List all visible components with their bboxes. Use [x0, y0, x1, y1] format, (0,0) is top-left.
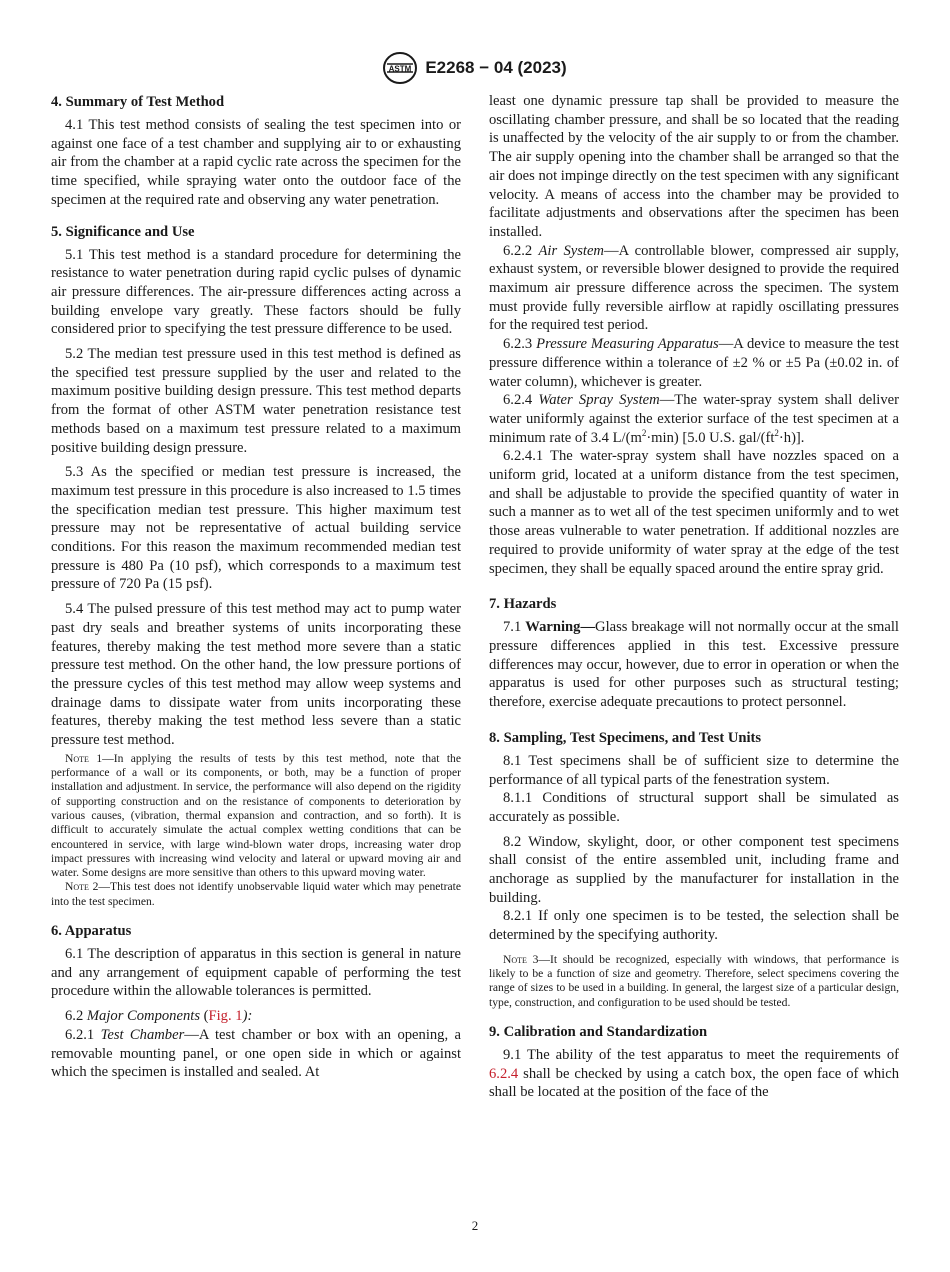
note-3-text: 3—It should be recognized, especially with windows, that performance is likely to be a function of size and geometry. Therefore, select specimens covering the range of sizes to be used in a building. In general, the largest size of a particular design, type, construction, and configuration to be used should be tested. [489, 952, 899, 1009]
fig-1-link[interactable]: Fig. 1 [208, 1008, 243, 1025]
para-6-2-1: 6.2.1 Test Chamber—A test chamber or box with an opening, a removable mounting panel, or one open side in which or against which the specimen is installed and sealed. At [51, 1026, 461, 1081]
para-5-4: 5.4 The pulsed pressure of this test method may act to pump water past dry seals and breather systems of units incorporating these features, thereby making the test method more severe than a static pressure test method. On the other hand, the low pressure portions of the pressure cycles of this test method may allow weep systems and drainage dams to dissipate water from units incorporating these features, thereby making the test method less severe than a static pressure test method. [51, 601, 461, 749]
para-8-2: 8.2 Window, skylight, door, or other component test specimens shall consist of the entire assembled unit, including frame and anchorage as supplied by the manufacturer for installation in the building. [489, 833, 899, 906]
section-9-heading: 9. Calibration and Standardization [489, 1024, 708, 1041]
para-6-2: 6.2 Major Components (Fig. 1): [65, 1008, 253, 1025]
para-6-2-3: 6.2.3 Pressure Measuring Apparatus—A device to measure the test pressure difference within a tolerance of ±2 % or ±5 Pa (±0.02 in. of water column), whichever is greater. [489, 336, 899, 390]
section-7-heading: 7. Hazards [489, 596, 557, 613]
section-5-heading: 5. Significance and Use [51, 223, 195, 240]
section-6-heading: 6. Apparatus [51, 923, 132, 940]
para-5-3: 5.3 As the specified or median test pressure is increased, the maximum test pressure in this procedure is also increased to 1.5 times the specification median test pressure. This higher maximum test pressure may not be representative of actual building service conditions. For this reason the maximum recommended median test pressure is 480 Pa (10 psf), which corresponds to a maximum test pressure of 720 Pa (15 psf). [51, 464, 461, 593]
para-7-1: 7.1 Warning—Glass breakage will not normally occur at the small pressure differences applied in this test. Excessive pressure differences may occur, however, due to error in operation or when the apparatus is used for other purposes such as structural testing; therefore, exercise adequate precautions to protect personnel. [489, 619, 899, 711]
para-6-2-1-continued: least one dynamic pressure tap shall be provided to measure the oscillating chamber pressure, and shall be so located that the reading is unaffected by the velocity of the air supply to or from the chamber. The air supply opening into the chamber shall be arranged so that the air does not impinge directly on the test specimen with any significant velocity. A means of access into the chamber may be provided to facilitate adjustments and observations after the specimen has been installed. [489, 93, 899, 240]
para-8-2-1: 8.2.1 If only one specimen is to be tested, the selection shall be determined by the specifying authority. [489, 908, 899, 944]
note-1-text: 1—In applying the results of tests by this test method, note that the performance of a wall or its components, or both, may be a function of proper installation and adjustment. In service, the performance will also depend on the rigidity of supporting construction and on the resistance of components to deterioration by various causes, (vibration, thermal expansion and contraction, and so forth). It is difficult to accurately simulate the actual complex wetting conditions that can be encountered in service, with large wind-blown water drops, increasing water drop impact pressures with increasing wind velocity and lateral or upward moving air and water. Some designs are more sensitive than others to this upward moving water. [51, 751, 461, 880]
section-6-2-4-link[interactable]: 6.2.4 [489, 1065, 519, 1082]
note-3-label: Note [503, 952, 527, 966]
para-5-2: 5.2 The median test pressure used in this test method is defined as the specified test pressure supplied by the user and related to the maximum positive building design pressure. This test method departs from the format of other ASTM water penetration resistance test methods based on a maximum test pressure related to a maximum positive building design pressure. [51, 346, 461, 456]
note-1-label: Note [65, 751, 89, 765]
section-4-heading: 4. Summary of Test Method [51, 94, 225, 110]
note-2-text: 2—This test does not identify unobservable liquid water which may penetrate into the test specimen. [51, 880, 461, 908]
left-column [51, 92, 461, 1082]
para-8-1: 8.1 Test specimens shall be of sufficient size to determine the performance of all typical parts of the fenestration system. [489, 752, 899, 788]
note-2-label: Note [65, 880, 89, 894]
para-6-1: 6.1 The description of apparatus in this section is general in nature and any arrangement of equipment capable of performing the test procedure within the allowable tolerances is permitted. [51, 946, 461, 1000]
para-6-2-4: 6.2.4 Water Spray System—The water-spray system shall deliver water uniformly against the exterior surface of the test specimen at a minimum rate of 3.4 $L/(m^2\cdot\min)$ [5.0 U.S. gal/$(ft^2\cdot h)$]. [489, 392, 899, 446]
astm-logo-icon [383, 52, 417, 84]
right-column [489, 92, 899, 1102]
logo-text: ASTM [389, 64, 412, 74]
para-4-1: 4.1 This test method consists of sealing the test specimen into or against one face of a test chamber and supplying air to or exhausting air from the chamber at a rapid cyclic rate across the specimen for the time specified, while spraying water onto the outdoor face of the specimen at the required rate and observing any water penetration. [51, 117, 461, 208]
section-8-heading: 8. Sampling, Test Specimens, and Test Units [489, 729, 762, 746]
page-header [0, 50, 950, 86]
note-2 [51, 880, 461, 909]
para-5-1: 5.1 This test method is a standard procedure for determining the resistance to water penetration during rapid cyclic pulses of dynamic air pressure differences. The air-pressure differences acting across a building envelope vary greatly. These factors should be fully considered prior to specifying the test pressure difference to be used. [51, 246, 461, 338]
para-9-1: 9.1 The ability of the test apparatus to meet the requirements of 6.2.4 shall be checked by using a catch box, the open face of which shall be located at the position of the face of the [489, 1047, 899, 1101]
page-number: 2 [471, 1218, 479, 1233]
para-6-2-4-1: 6.2.4.1 The water-spray system shall have nozzles spaced on a uniform grid, located at a uniform distance from the test specimen, and shall be adjustable to provide the specified quantity of water in such a manner as to wet all of the test specimen uniformly and to wet those areas vulnerable to water penetration. If additional nozzles are required to provide uniformity of water spray at the edge of the test specimen, they shall be equally spaced around the entire spray grid. [489, 448, 899, 577]
note-3 [489, 953, 899, 1010]
para-6-2-2: 6.2.2 Air System—A controllable blower, compressed air supply, exhaust system, or reversible blower designed to provide the required maximum air pressure difference across the specimen. The system must provide fully reversible airflow at rapidly oscillating pressures for the required test period. [489, 242, 900, 334]
standard-designation: E2268 − 04 (2023) [425, 58, 567, 77]
note-1 [51, 752, 461, 881]
para-8-1-1: 8.1.1 Conditions of structural support shall be simulated as accurately as possible. [489, 790, 899, 825]
